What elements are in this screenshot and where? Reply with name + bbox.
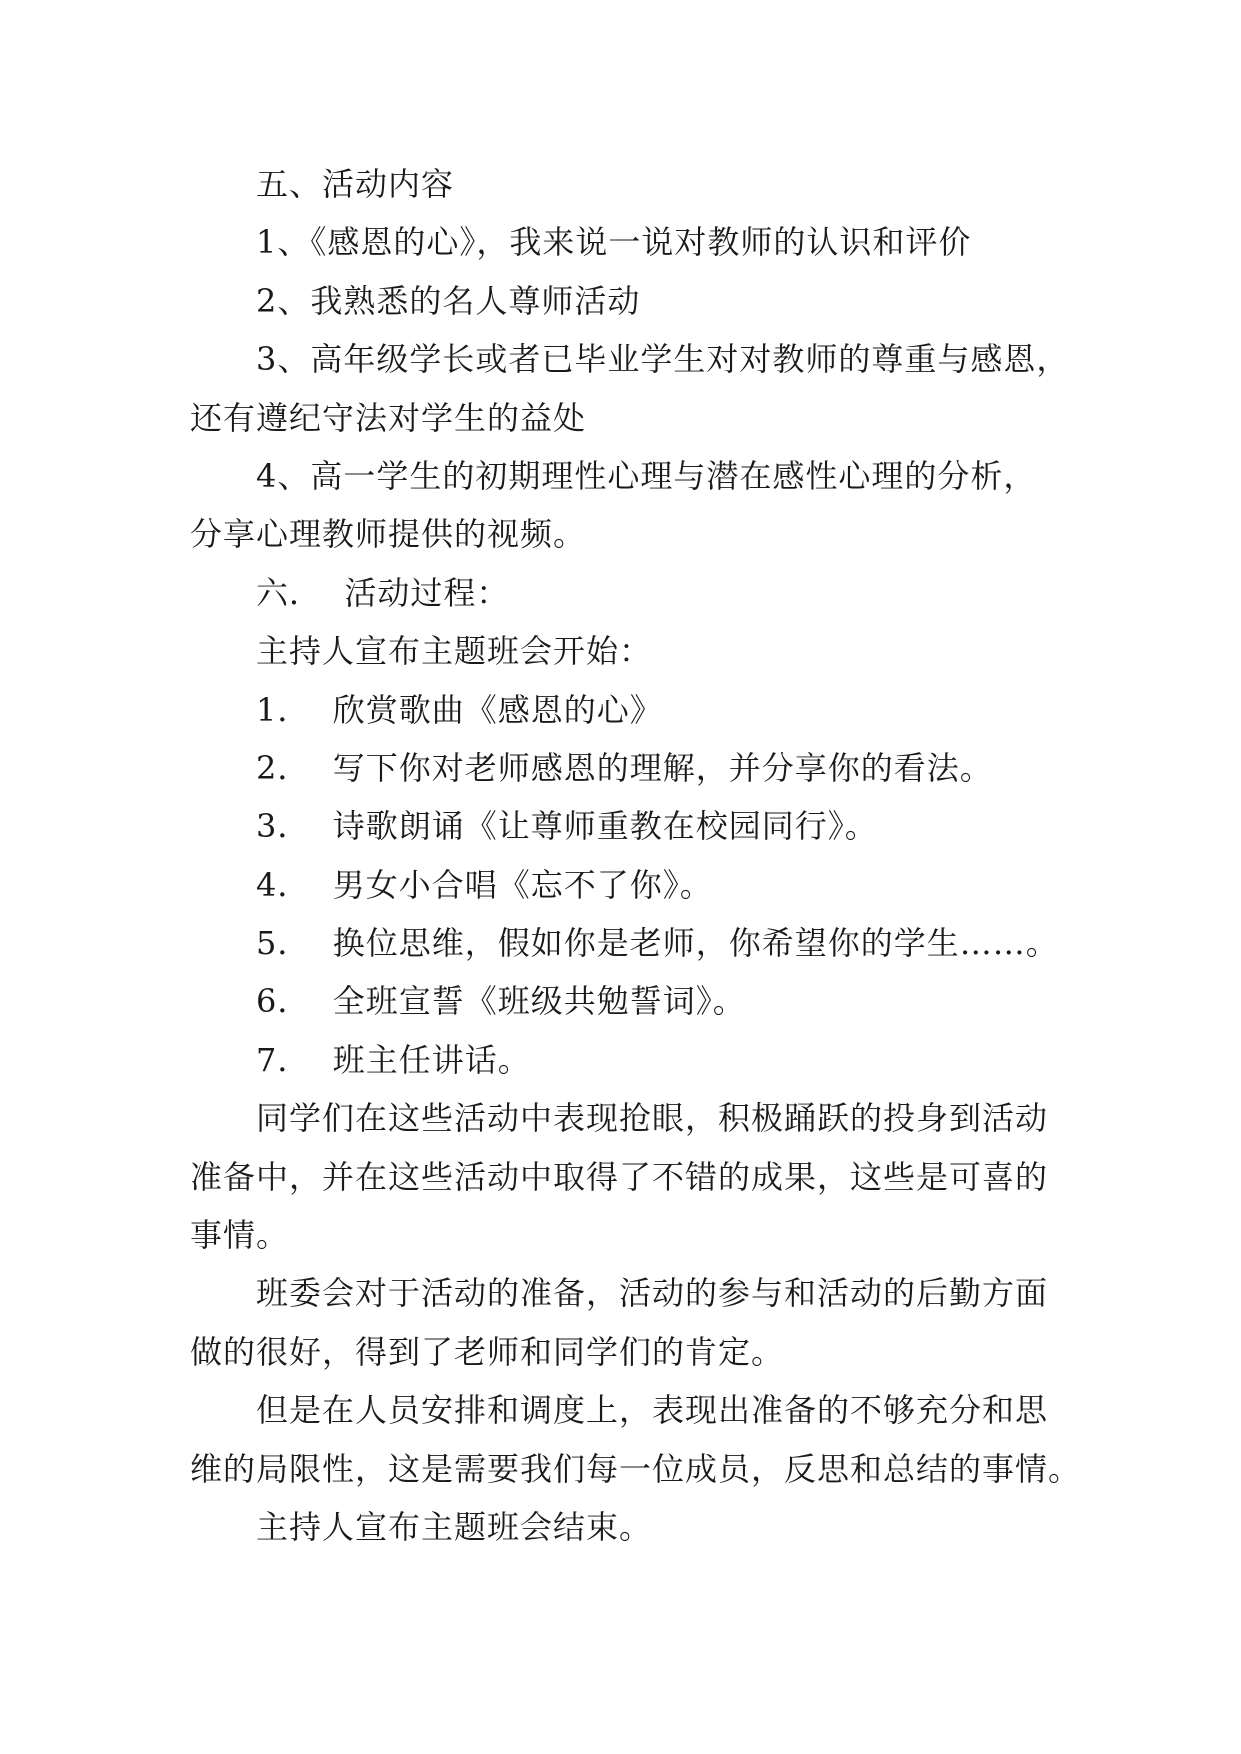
process-step-1 bbox=[190, 681, 1090, 739]
text-line: 1、《感恩的心》，我来说一说对教师的认识和评价 bbox=[256, 223, 972, 262]
process-step-2 bbox=[190, 739, 1090, 797]
text-line: 主持人宣布主题班会开始： bbox=[256, 632, 653, 671]
process-step-5 bbox=[190, 914, 1090, 972]
process-step-7 bbox=[190, 1031, 1090, 1089]
text-line: 3． 诗歌朗诵《让尊师重教在校园同行》。 bbox=[256, 807, 878, 846]
text-line: 六． 活动过程： bbox=[256, 573, 510, 612]
section-heading-activity-process bbox=[190, 564, 1090, 622]
text-line: 3、高年级学长或者已毕业学生对对教师的尊重与感恩， bbox=[256, 340, 1070, 379]
text-line: 4、高一学生的初期理性心理与潜在感性心理的分析， bbox=[256, 456, 1037, 495]
text-line: 同学们在这些活动中表现抢眼，积极踊跃的投身到活动 bbox=[256, 1099, 1049, 1138]
summary-paragraph-1 bbox=[190, 1089, 1090, 1264]
document-body bbox=[190, 155, 1090, 1556]
text-line: 1． 欣赏歌曲《感恩的心》 bbox=[256, 690, 663, 729]
section-heading-activity-content bbox=[190, 155, 1090, 213]
text-line: 做的很好，得到了老师和同学们的肯定。 bbox=[190, 1332, 785, 1371]
process-step-3 bbox=[190, 797, 1090, 855]
text-line: 但是在人员安排和调度上，表现出准备的不够充分和思 bbox=[256, 1391, 1049, 1430]
summary-paragraph-2 bbox=[190, 1264, 1090, 1381]
text-line: 7． 班主任讲话。 bbox=[256, 1040, 531, 1079]
text-line: 2、我熟悉的名人尊师活动 bbox=[256, 281, 641, 320]
host-opening-paragraph bbox=[190, 622, 1090, 680]
text-line: 分享心理教师提供的视频。 bbox=[190, 515, 587, 554]
text-line: 主持人宣布主题班会结束。 bbox=[256, 1507, 653, 1546]
text-line: 2． 写下你对老师感恩的理解，并分享你的看法。 bbox=[256, 748, 993, 787]
text-line: 事情。 bbox=[190, 1216, 290, 1255]
content-item-4 bbox=[190, 447, 1090, 564]
process-step-4 bbox=[190, 856, 1090, 914]
content-item-1 bbox=[190, 213, 1090, 271]
text-line: 维的局限性，这是需要我们每一位成员，反思和总结的事情。 bbox=[190, 1449, 1082, 1488]
text-line: 6． 全班宣誓《班级共勉誓词》。 bbox=[256, 982, 746, 1021]
host-closing-paragraph bbox=[190, 1498, 1090, 1556]
process-step-6 bbox=[190, 972, 1090, 1030]
text-line: 五、活动内容 bbox=[256, 165, 455, 203]
content-item-2 bbox=[190, 272, 1090, 330]
text-line: 4． 男女小合唱《忘不了你》。 bbox=[256, 865, 713, 904]
text-line: 还有遵纪守法对学生的益处 bbox=[190, 398, 587, 437]
content-item-3 bbox=[190, 330, 1090, 447]
summary-paragraph-3 bbox=[190, 1381, 1090, 1498]
text-line: 准备中，并在这些活动中取得了不错的成果，这些是可喜的 bbox=[190, 1157, 1049, 1196]
text-line: 班委会对于活动的准备，活动的参与和活动的后勤方面 bbox=[256, 1274, 1049, 1313]
text-line: 5． 换位思维，假如你是老师，你希望你的学生……。 bbox=[256, 924, 1059, 963]
